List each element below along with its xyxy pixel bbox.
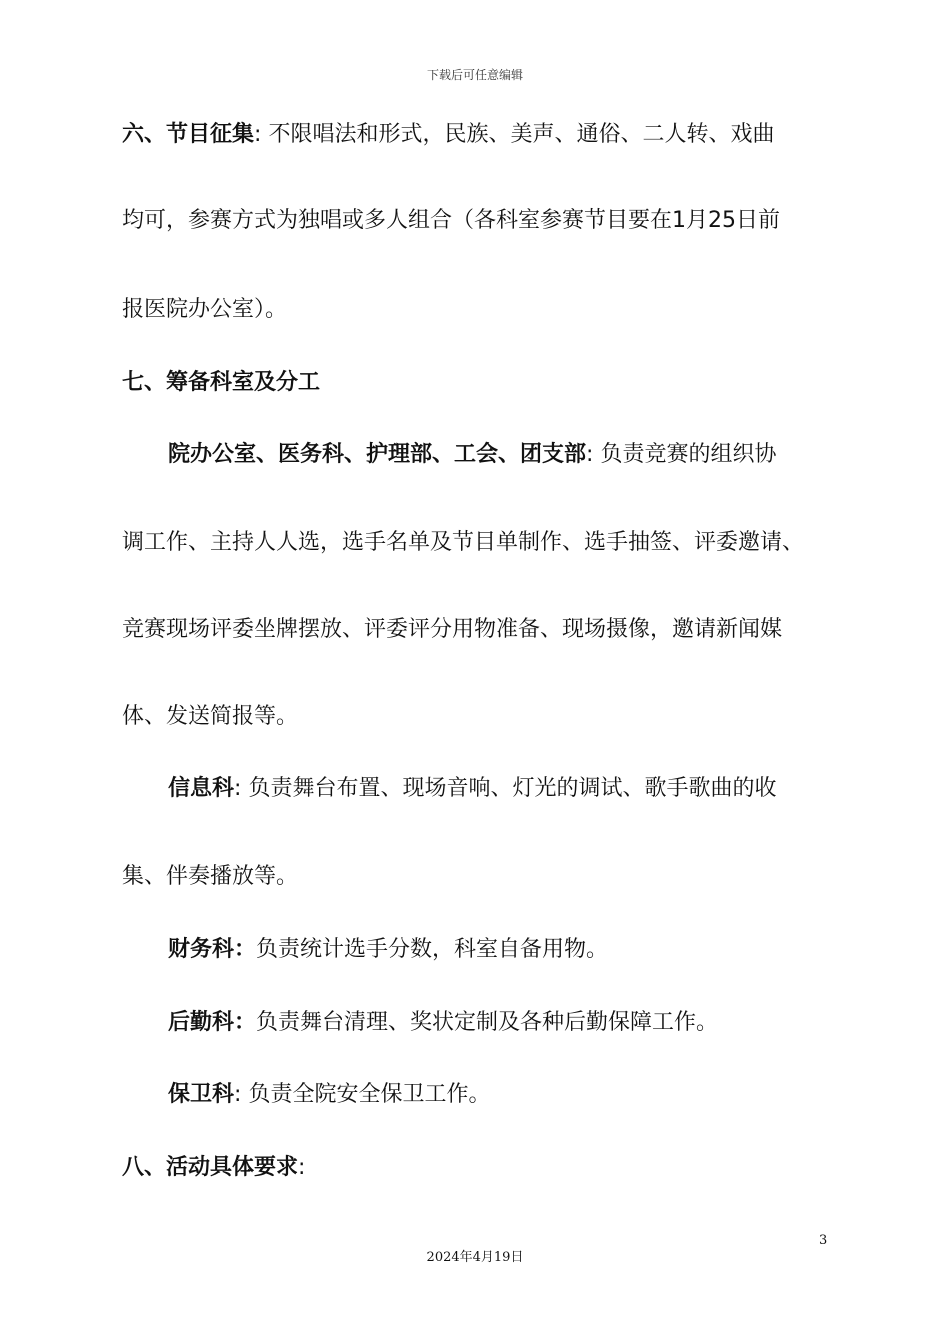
office-text-1: 负责竞赛的组织协: [600, 442, 777, 467]
finance-paragraph: [168, 935, 888, 965]
section-8-colon: :: [298, 1155, 306, 1180]
logistics-colon: ：: [234, 1010, 257, 1035]
office-paragraph-line-1: [168, 440, 888, 470]
logistics-label: 后勤科: [168, 1010, 235, 1035]
section-8-title: 八、活动具体要求: [122, 1155, 299, 1180]
info-colon: :: [234, 776, 242, 801]
section-6-line-2: 均可，参赛方式为独唱或多人组合（各科室参赛节目要在1月25日前: [122, 208, 780, 233]
info-label: 信息科: [168, 776, 235, 801]
office-label: 院办公室、医务科、护理部、工会、团支部: [168, 442, 587, 467]
office-colon: :: [586, 442, 594, 467]
page-header: 下载后可任意编辑: [426, 68, 523, 82]
logistics-paragraph: [168, 1008, 888, 1038]
info-paragraph-line-2: 集、伴奏播放等。: [122, 864, 299, 889]
finance-text: 负责统计选手分数，科室自备用物。: [256, 937, 609, 962]
security-text: 负责全院安全保卫工作。: [248, 1082, 491, 1107]
section-6-text-1: 不限唱法和形式，民族、美声、通俗、二人转、戏曲: [268, 122, 775, 147]
section-6-title: 六、节目征集: [122, 122, 255, 147]
footer-date: 2024年4月19日: [426, 1250, 524, 1265]
office-paragraph-line-4: 体、发送简报等。: [122, 704, 299, 729]
finance-colon: ：: [234, 937, 257, 962]
page-number: 3: [819, 1233, 828, 1248]
section-6-line-3: 报医院办公室）。: [122, 297, 288, 322]
security-colon: :: [234, 1082, 242, 1107]
security-paragraph: [168, 1080, 888, 1110]
office-paragraph-line-3: 竞赛现场评委坐牌摆放、评委评分用物准备、现场摄像，邀请新闻媒: [122, 617, 783, 642]
info-text-1: 负责舞台布置、现场音响、灯光的调试、歌手歌曲的收: [248, 776, 777, 801]
security-label: 保卫科: [168, 1082, 235, 1107]
section-6-line-1: [122, 120, 842, 150]
section-8-line: [122, 1153, 842, 1183]
logistics-text: 负责舞台清理、奖状定制及各种后勤保障工作。: [256, 1010, 719, 1035]
info-paragraph-line-1: [168, 774, 888, 804]
section-6-colon: :: [254, 122, 262, 147]
section-7-title: 七、筹备科室及分工: [122, 370, 321, 395]
finance-label: 财务科: [168, 937, 235, 962]
office-paragraph-line-2: 调工作、主持人人选，选手名单及节目单制作、选手抽签、评委邀请、: [122, 530, 805, 555]
